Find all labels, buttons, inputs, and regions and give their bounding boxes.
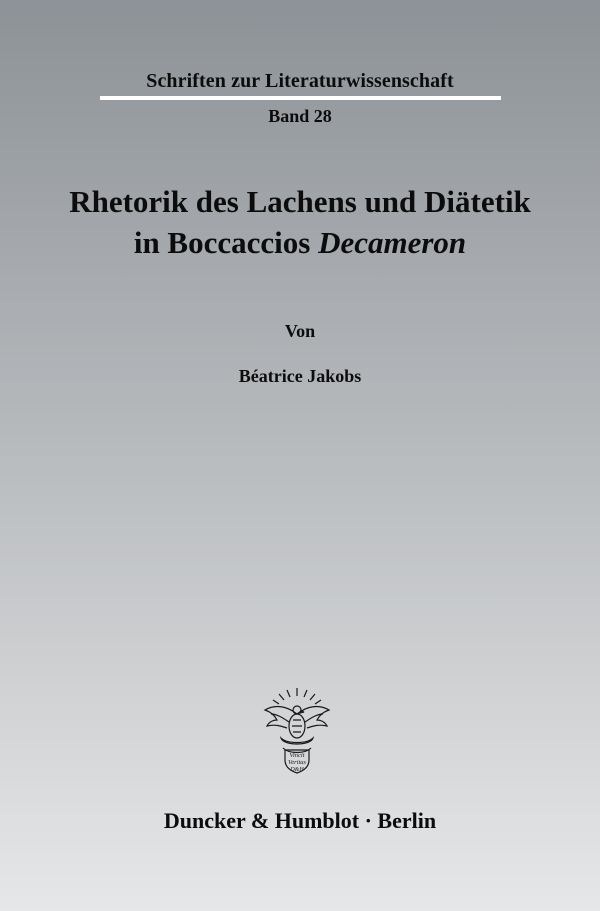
logo-motto-2: Veritas	[287, 759, 307, 766]
series-divider	[100, 96, 501, 100]
logo-motto-1: Vincit	[289, 752, 305, 759]
title-line-2	[0, 222, 600, 263]
volume-number: Band 28	[268, 106, 332, 126]
author-name: Béatrice Jakobs	[238, 366, 362, 386]
series-title: Schriften zur Literaturwissenschaft	[146, 70, 454, 92]
title-line-1: Rhetorik des Lachens und Diätetik	[69, 184, 531, 219]
logo-initials: D&H	[290, 767, 304, 773]
book-title	[0, 181, 600, 263]
title-italic-work: Decameron	[318, 225, 467, 260]
title-line-2-prefix: in Boccaccios	[133, 225, 319, 260]
publisher-name: Duncker & Humblot · Berlin	[163, 808, 437, 833]
by-label: Von	[284, 321, 316, 341]
eagle-seal-icon	[257, 684, 337, 774]
